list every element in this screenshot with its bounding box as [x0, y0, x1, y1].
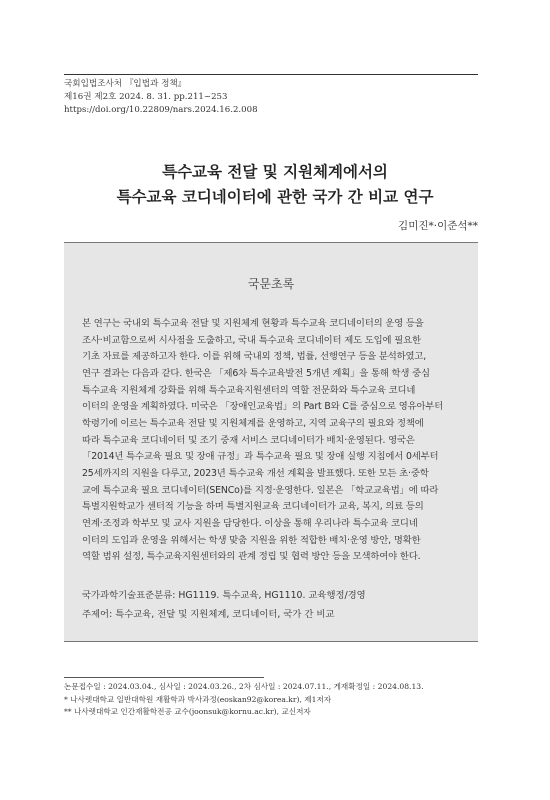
journal-doi[interactable]: https://doi.org/10.22809/nars.2024.16.2.008	[64, 105, 258, 115]
abstract-line: 본 연구는 국내외 특수교육 전달 및 지원체계 현황과 특수교육 코디네이터의 운영 등을	[82, 318, 424, 329]
abstract-line: 역할 범위 설정, 특수교육지원센터와의 관계 정립 및 협력 방안 등을 모색하여야 한다.	[82, 551, 421, 563]
journal-name: 국회입법조사처 『입법과 정책』	[64, 79, 187, 89]
footnote-author-2: ** 나사렛대학교 인간재활학전공 교수(joonsuk@kornu.ac.kr), 교신저자	[64, 707, 311, 716]
keywords: 주제어: 특수교육, 전달 및 지원체계, 코디네이터, 국가 간 비교	[82, 609, 335, 620]
abstract-heading: 국문초록	[247, 277, 295, 291]
abstract-box	[64, 242, 478, 642]
abstract-line: 이터의 도입과 운영을 위해서는 학생 맞춤 지원을 위한 적합한 배치·운영 방안, 명확한	[82, 534, 421, 546]
paper-title	[40, 160, 510, 210]
classification: 국가과학기술표준분류: HG1119. 특수교육, HG1110. 교육행정/경영	[82, 590, 366, 601]
footnote-dates: 논문접수일 : 2024.03.04., 심사일 : 2024.03.26., 2차 심사일 : 2024.07.11., 게재확정일 : 2024.08.13.	[64, 682, 424, 691]
abstract-text	[82, 316, 464, 566]
abstract-meta	[82, 586, 464, 624]
abstract-line: 「2014년 특수교육 필요 및 장애 규정」과 특수교육 필요 및 장애 실행 지침에서 0세부터	[82, 451, 439, 463]
journal-issue: 제16권 제2호 2024. 8. 31. pp.211~253	[64, 92, 228, 102]
footnotes	[64, 681, 504, 719]
abstract-line: 기초 자료를 제공하고자 한다. 이를 위해 국내외 정책, 법률, 선행연구 등을 분석하였고,	[82, 351, 427, 363]
footnote-rule	[64, 677, 264, 678]
abstract-line: 학령기에 이르는 특수교육 전달 및 지원체계를 운영하고, 지역 교육구의 필요와 정책에	[82, 417, 424, 429]
journal-info	[64, 78, 484, 117]
title-line-2: 특수교육 코디네이터에 관한 국가 간 비교 연구	[116, 188, 434, 206]
title-line-1: 특수교육 전달 및 지원체계에서의	[162, 163, 388, 181]
abstract-line: 조사·비교함으로써 시사점을 도출하고, 국내 특수교육 코디네이터 제도 도입에 필요한	[82, 334, 421, 346]
abstract-line: 따라 특수교육 코디네이터 및 조기 중재 서비스 코디네이터가 배치·운영된다. 영국은	[82, 434, 415, 446]
abstract-line: 25세까지의 지원을 다루고, 2023년 특수교육 개선 계획을 발표했다. 또한 모든 초·중학	[82, 467, 429, 479]
authors: 김미진*·이준석**	[398, 220, 478, 232]
footnote-author-1: * 나사렛대학교 일반대학원 재활학과 박사과정(eoskan92@korea.kr), 제1저자	[64, 694, 332, 704]
abstract-line: 연구 결과는 다음과 같다. 한국은 「제6차 특수교육발전 5개년 계획」을 통해 학생 중심	[82, 367, 430, 379]
abstract-line: 특별지원학교가 센터적 기능을 하며 특별지원교육 코디네이터가 교육, 복지, 의료 등의	[82, 501, 424, 513]
abstract-line: 이터의 운영을 계획하였다. 미국은 「장애인교육법」의 Part B와 C를 중심으로 영유아부터	[82, 401, 444, 413]
abstract-line: 연계·조정과 학부모 및 교사 지원을 담당한다. 이상을 통해 우리나라 특수교육 코디네	[82, 517, 418, 529]
abstract-line: 교에 특수교육 필요 코디네이터(SENCo)를 지정·운영한다. 일본은 「학교교육법」에 따라	[82, 484, 439, 496]
header-rule	[64, 74, 478, 75]
abstract-line: 특수교육 지원체계 강화를 위해 특수교육지원센터의 역할 전문화와 특수교육 코디네	[82, 384, 416, 396]
